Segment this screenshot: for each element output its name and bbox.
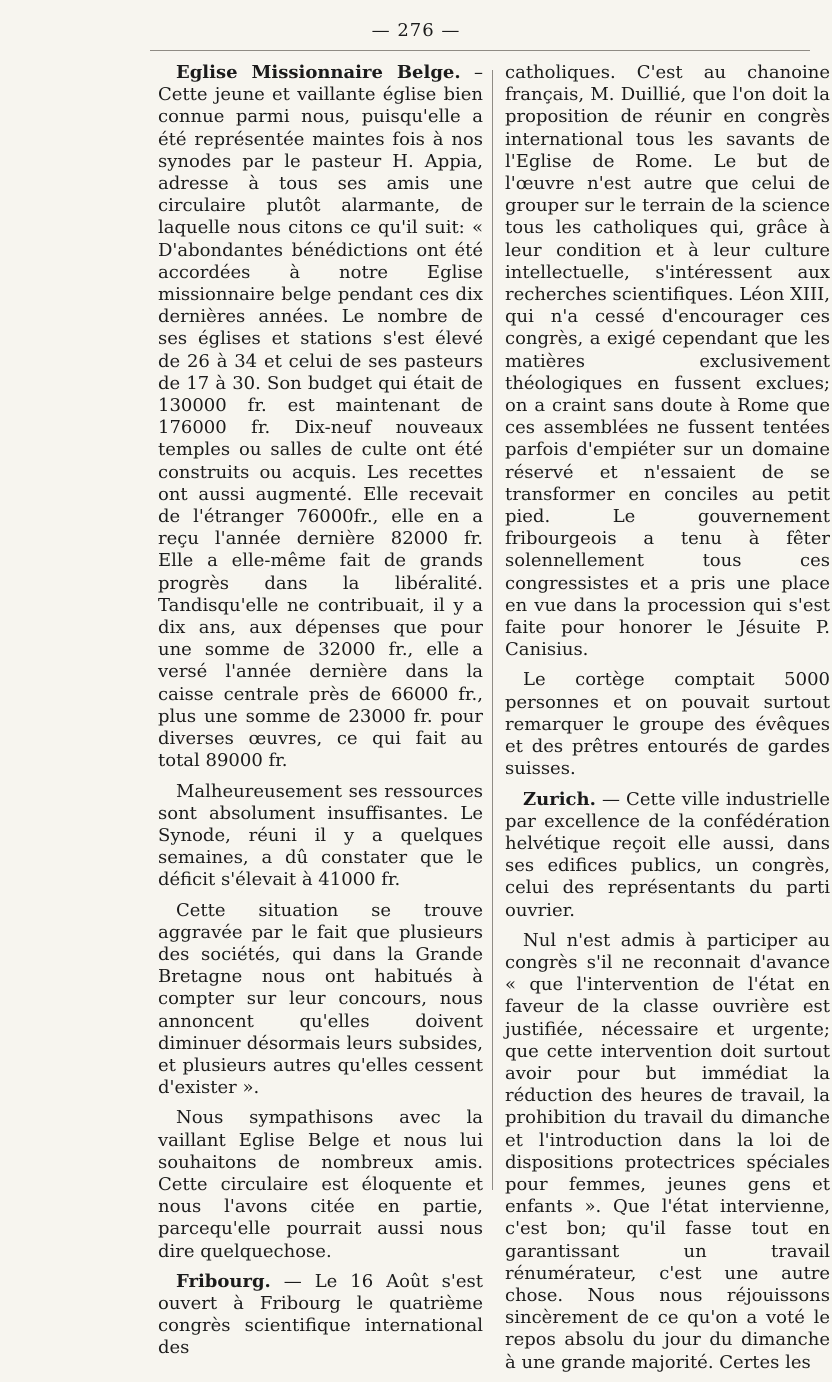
- article-heading: Eglise Missionnaire Belge.: [176, 62, 461, 83]
- left-column: [158, 62, 483, 1368]
- paragraph: Nous sympathisons avec la vaillant Eglise Belge et nous lui souhaitons de nombreux amis. Cette circulaire est éloquente et nous l'avons citée en partie, parcequ'elle pourrait aussi nous dire quelquechose.: [158, 1107, 483, 1262]
- article-eglise-belge: [158, 62, 483, 773]
- article-heading: Zurich.: [523, 788, 596, 810]
- paragraph: Cette situation se trouve aggravée par le fait que plusieurs des sociétés, qui dans la Grande Bretagne nous ont habitués à compter sur leur concours, nous annoncent qu'elles doivent diminuer désormais leurs subsides, et plusieurs autres qu'elles cessent d'exister ».: [158, 899, 483, 1099]
- right-column: [505, 62, 830, 1382]
- article-heading: Fribourg.: [176, 1270, 271, 1292]
- page-number: — 276 —: [371, 20, 461, 41]
- article-text: — Le 16 Août s'est ouvert à Fribourg le quatrième congrès scientifique international des: [158, 1270, 483, 1359]
- header-rule: [150, 50, 810, 51]
- article-text: – Cette jeune et vaillante église bien connue parmi nous, puisqu'elle a été représentée maintes fois à nos synodes par le pasteur H. Appia, adresse à tous ses amis une circulaire plutôt alarmante, de laquelle nous citons ce qu'il suit: « D'abondantes bénédictions ont été accordées à notre Eglise missionnaire belge pendant ces dix dernières années. Le nombre de ses églises et stations s'est élevé de 26 à 34 et celui de ses pasteurs de 17 à 30. Son budget qui était de 130000 fr. est maintenant de 176000 fr. Dix-neuf nouveaux temples ou salles de culte ont été construits ou acquis. Les recettes ont aussi augmenté. Elle recevait de l'étranger 76000fr., elle en a reçu l'année dernière 82000 fr. Elle a elle-même fait de grands progrès dans la libéralité. Tandisqu'elle ne contribuait, il y a dix ans, aux dépenses que pour une somme de 32000 fr., elle a versé l'année dernière dans la caisse centrale près de 66000 fr., plus une somme de 23000 fr. pour diverses œuvres, ce qui fait au total 89000 fr.: [158, 62, 483, 772]
- paragraph: Le cortège comptait 5000 personnes et on pouvait surtout remarquer le groupe des évêques et des prêtres entourés de gardes suisses.: [505, 669, 830, 780]
- column-divider: [492, 70, 493, 1190]
- article-zurich: [505, 789, 830, 922]
- paragraph: Malheureusement ses ressources sont absolument insuffisantes. Le Synode, réuni il y a quelques semaines, a dû constater que le déficit s'élevait à 41000 fr.: [158, 780, 483, 891]
- article-fribourg: [158, 1271, 483, 1360]
- paragraph: catholiques. C'est au chanoine français, M. Duillié, que l'on doit la proposition de réunir en congrès international tous les savants de l'Eglise de Rome. Le but de l'œuvre n'est autre que celui de grouper sur le terrain de la science tous les catholiques qui, grâce à leur condition et à leur culture intellectuelle, s'intéressent aux recherches scientifiques. Léon XIII, qui n'a cessé d'encourager ces congrès, a exigé cependant que les matières exclusivement théologiques en fussent exclues; on a craint sans doute à Rome que ces assemblées ne fussent tentées parfois d'empiéter sur un domaine réservé et n'essaient de se transformer en conciles au petit pied. Le gouvernement fribourgeois a tenu à fêter solennellement tous ces congressistes et a pris une place en vue dans la procession qui s'est faite pour honorer le Jésuite P. Canisius.: [505, 62, 830, 661]
- paragraph: Nul n'est admis à participer au congrès s'il ne reconnait d'avance « que l'intervention de l'état en faveur de la classe ouvrière est justifiée, nécessaire et urgente; que cette intervention doit surtout avoir pour but immédiat la réduction des heures de travail, la prohibition du travail du dimanche et l'introduction dans la loi de dispositions protectrices spéciales pour femmes, jeunes gens et enfants ». Que l'état intervienne, c'est bon; qu'il fasse tout en garantissant un travail rénumérateur, c'est une autre chose. Nous nous réjouissons sincèrement de ce qu'on a voté le repos absolu du jour du dimanche à une grande majorité. Certes les: [505, 929, 830, 1373]
- article-text: — Cette ville industrielle par excellence de la confédération helvétique reçoit elle aussi, dans ses edifices publics, un congrès, celui des représentants du parti ouvrier.: [505, 788, 830, 921]
